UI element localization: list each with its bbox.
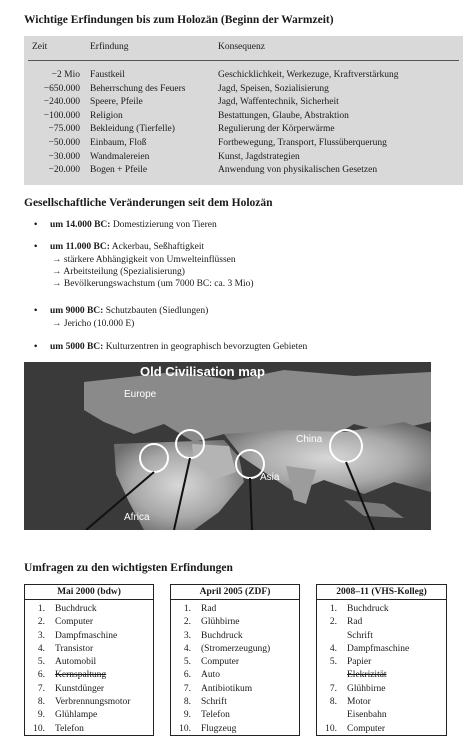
survey-invention: Verbrennungsmotor	[55, 697, 131, 708]
survey-rank: 8.	[37, 697, 45, 708]
bullet-text	[50, 242, 204, 252]
cell-time: −30.000	[48, 151, 80, 162]
survey-invention: Computer	[201, 657, 239, 668]
table-header-row	[24, 42, 463, 56]
survey-rank: 1.	[37, 604, 45, 614]
survey-item	[317, 616, 446, 629]
cell-invention: Wandmalereien	[90, 151, 150, 162]
survey-item	[317, 630, 446, 643]
table-row	[24, 124, 463, 138]
survey-rank: 8.	[329, 697, 337, 708]
cell-consequence: Jagd, Waffentechnik, Sicherheit	[218, 97, 339, 108]
survey-invention: Glühbirne	[201, 617, 240, 628]
survey-item	[25, 656, 153, 669]
bullet-dot-icon: •	[34, 306, 38, 316]
cell-invention: Beherrschung des Feuers	[90, 83, 186, 94]
survey-item	[171, 696, 299, 709]
header-zeit: Zeit	[32, 42, 48, 52]
survey-invention: Telefon	[55, 723, 84, 734]
survey-item	[25, 683, 153, 696]
survey-rank: 6.	[37, 670, 45, 681]
survey-invention: Glühlampe	[55, 710, 98, 721]
survey-invention: Rad	[347, 617, 363, 628]
survey-rank: 7.	[37, 683, 45, 694]
survey-rank: 7.	[329, 683, 337, 694]
survey-item	[25, 643, 153, 656]
header-erfindung: Erfindung	[90, 42, 129, 52]
bullet-dot-icon: •	[34, 220, 38, 230]
cell-invention: Speere, Pfeile	[90, 97, 143, 108]
bullet-subpoint: → Jericho (10.000 E)	[52, 319, 135, 329]
survey-invention: Elekrizität	[347, 670, 387, 681]
survey-rank: 5.	[183, 657, 191, 668]
survey-box-bdw	[24, 584, 154, 736]
survey-invention: (Stromerzeugung)	[201, 643, 271, 654]
survey-item	[25, 669, 153, 682]
map-title: Old Civilisation map	[140, 364, 265, 379]
cell-invention: Faustkeil	[90, 70, 125, 80]
survey-rank: 2.	[37, 617, 45, 628]
cell-time: −650.000	[43, 83, 80, 94]
cell-time: −240.000	[43, 97, 80, 108]
cell-time: −20.000	[48, 165, 80, 176]
survey-rank: 5.	[37, 657, 45, 668]
survey-rank: 4.	[37, 643, 45, 654]
survey-rank: 3.	[183, 630, 191, 641]
bullet-description: Kulturzentren in geographisch bevorzugten Gebieten	[105, 342, 308, 352]
bullet-date: um 5000 BC:	[50, 342, 104, 352]
survey-rank: 10.	[325, 723, 337, 734]
bullet-dot-icon: •	[34, 242, 38, 252]
survey-invention: Kernspaltung	[55, 670, 107, 681]
label-china: China	[296, 434, 323, 445]
cell-invention: Bekleidung (Tierfelle)	[90, 124, 175, 135]
survey-item	[317, 603, 446, 616]
table-row	[24, 111, 463, 125]
cell-invention: Religion	[90, 110, 123, 121]
bullet-subpoint: → Arbeitsteilung (Spezialisierung)	[52, 267, 185, 277]
bullet-text	[50, 306, 208, 316]
table-row	[24, 165, 463, 179]
survey-invention: Buchdruck	[55, 604, 97, 614]
survey-invention: Computer	[347, 723, 385, 734]
cell-invention: Einbaum, Floß	[90, 137, 147, 148]
inventions-table	[24, 36, 463, 185]
bullet-description: Domestizierung von Tieren	[112, 220, 217, 230]
survey-item	[317, 669, 446, 682]
survey-item	[25, 616, 153, 629]
bullet-description: Schutzbauten (Siedlungen)	[105, 306, 209, 316]
survey-item	[25, 709, 153, 722]
bullet-dot-icon: •	[34, 342, 38, 352]
survey-item	[317, 643, 446, 656]
cell-consequence: Anwendung von physikalischen Gesetzen	[218, 165, 378, 176]
survey-rank: 4.	[183, 643, 191, 654]
survey-box-zdf	[170, 584, 300, 736]
survey-invention: Dampfmaschine	[55, 630, 118, 641]
table-row	[24, 138, 463, 152]
header-konsequenz: Konsequenz	[218, 42, 265, 52]
survey-rank: 4.	[329, 643, 337, 654]
survey-item	[25, 696, 153, 709]
bullet-subpoint: → Bevölkerungswachstum (um 7000 BC: ca. 3 Mio)	[52, 279, 254, 289]
survey-item	[25, 723, 153, 736]
cell-time: −75.000	[48, 124, 80, 135]
survey-rank: 2.	[329, 617, 337, 628]
cell-time: −100.000	[43, 110, 80, 121]
survey-invention: Telefon	[201, 710, 230, 721]
table-row	[24, 70, 463, 84]
survey-invention: Auto	[201, 670, 220, 681]
survey-invention: Eisenbahn	[347, 710, 387, 721]
survey-rank: 2.	[183, 617, 191, 628]
survey-items	[25, 603, 153, 736]
cell-consequence: Regulierung der Körperwärme	[218, 124, 335, 135]
survey-item	[171, 603, 299, 616]
bullet-date: um 14.000 BC:	[50, 220, 111, 230]
survey-rank: 7.	[183, 683, 191, 694]
survey-rank: 5.	[329, 657, 337, 668]
cell-consequence: Jagd, Speisen, Sozialisierung	[218, 83, 329, 94]
survey-invention: Dampfmaschine	[347, 643, 410, 654]
survey-invention: Glühbirne	[347, 683, 386, 694]
survey-item	[171, 656, 299, 669]
survey-invention: Computer	[55, 617, 93, 628]
bullet-date: um 9000 BC:	[50, 306, 104, 316]
survey-item	[317, 709, 446, 722]
bullet-text	[50, 220, 217, 230]
survey-item	[317, 696, 446, 709]
survey-item	[317, 683, 446, 696]
label-asia: Asia	[260, 472, 280, 483]
bullet-date: um 11.000 BC:	[50, 242, 110, 252]
cell-invention: Bogen + Pfeile	[90, 165, 148, 176]
survey-title: Mai 2000 (bdw)	[25, 585, 153, 600]
survey-invention: Antibiotikum	[201, 683, 253, 694]
survey-box-vhs	[316, 584, 447, 736]
table-row	[24, 84, 463, 98]
survey-item	[317, 656, 446, 669]
survey-invention: Papier	[347, 657, 372, 668]
map-graphic	[24, 362, 431, 530]
survey-item	[171, 616, 299, 629]
survey-item	[171, 723, 299, 736]
table-divider	[28, 60, 459, 61]
survey-item	[171, 709, 299, 722]
survey-item	[25, 630, 153, 643]
table-body	[24, 70, 463, 179]
inventions-heading: Wichtige Erfindungen bis zum Holozän (Beginn der Warmzeit)	[24, 14, 334, 26]
cell-time: −50.000	[48, 137, 80, 148]
survey-rank: 9.	[183, 710, 191, 721]
cell-time: −2 Mio	[51, 70, 80, 80]
survey-invention: Motor	[347, 697, 371, 708]
bullet-text	[50, 342, 307, 352]
survey-invention: Automobil	[55, 657, 97, 668]
survey-rank: 10.	[33, 723, 45, 734]
survey-invention: Schrift	[347, 630, 373, 641]
survey-title: April 2005 (ZDF)	[171, 585, 299, 600]
table-row	[24, 152, 463, 166]
survey-rank: 3.	[37, 630, 45, 641]
cell-consequence: Bestattungen, Glaube, Abstraktion	[218, 110, 349, 121]
civilisation-map	[24, 362, 431, 530]
survey-item	[171, 669, 299, 682]
survey-rank: 6.	[183, 670, 191, 681]
label-africa: Africa	[124, 512, 150, 523]
survey-item	[171, 630, 299, 643]
survey-invention: Buchdruck	[347, 604, 389, 614]
table-row	[24, 97, 463, 111]
survey-title: 2008–11 (VHS-Kolleg)	[317, 585, 446, 600]
survey-invention: Rad	[201, 604, 217, 614]
survey-item	[171, 683, 299, 696]
survey-rank: 10.	[179, 723, 191, 734]
survey-invention: Flugzeug	[201, 723, 237, 734]
survey-rank: 9.	[37, 710, 45, 721]
bullet-subpoint: → stärkere Abhängigkeit von Umwelteinflüssen	[52, 255, 236, 265]
survey-item	[171, 643, 299, 656]
survey-items	[317, 603, 446, 736]
label-europe: Europe	[124, 389, 157, 400]
society-heading: Gesellschaftliche Veränderungen seit dem Holozän	[24, 197, 273, 209]
survey-item	[317, 723, 446, 736]
cell-consequence: Geschicklichkeit, Werkezuge, Kraftverstärkung	[218, 70, 399, 80]
survey-invention: Kunstdünger	[55, 683, 105, 694]
cell-consequence: Kunst, Jagdstrategien	[218, 151, 300, 162]
survey-invention: Transistor	[55, 643, 94, 654]
survey-invention: Buchdruck	[201, 630, 243, 641]
cell-consequence: Fortbewegung, Transport, Flussüberquerung	[218, 137, 387, 148]
survey-rank: 8.	[183, 697, 191, 708]
survey-item	[25, 603, 153, 616]
bullet-description: Ackerbau, Seßhaftigkeit	[111, 242, 205, 252]
survey-items	[171, 603, 299, 736]
survey-rank: 1.	[183, 604, 191, 614]
surveys-heading: Umfragen zu den wichtigsten Erfindungen	[24, 562, 233, 574]
survey-invention: Schrift	[201, 697, 227, 708]
survey-rank: 1.	[329, 604, 337, 614]
